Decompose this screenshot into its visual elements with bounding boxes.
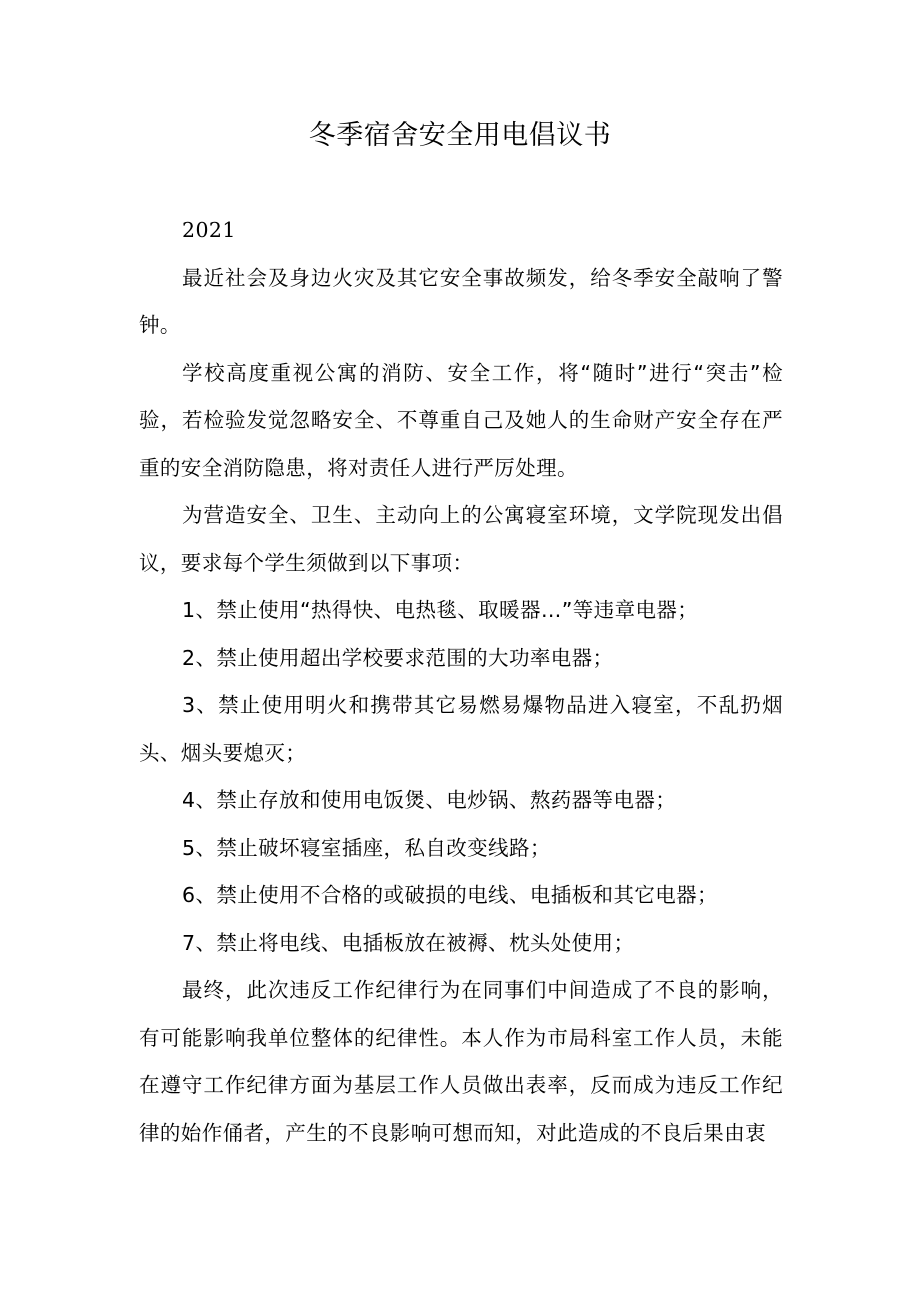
document-year: 2021 — [182, 218, 236, 242]
paragraph-intro: 最近社会及身边火灾及其它安全事故频发，给冬季安全敲响了警钟。 — [139, 265, 783, 337]
paragraph-closing: 最终，此次违反工作纪律行为在同事们中间造成了不良的影响，有可能影响我单位整体的纪律性。本人作为市局科室工作人员，未能在遵守工作纪律方面为基层工作人员做出表率，反而成为违反工作纪律的始作俑者，产生的不良影响可想而知，对此造成的不良后果由衷 — [139, 978, 783, 1145]
list-item-6: 6、禁止使用不合格的或破损的电线、电插板和其它电器； — [182, 883, 718, 907]
document-body — [139, 207, 783, 1157]
list-item-2: 2、禁止使用超出学校要求范围的大功率电器； — [182, 645, 614, 670]
list-item-5: 5、禁止破坏寝室插座，私自改变线路； — [182, 835, 551, 860]
list-item-7: 7、禁止将电线、电插板放在被褥、枕头处使用； — [182, 930, 635, 955]
document-title: 冬季宿舍安全用电倡议书 — [308, 120, 612, 151]
paragraph-school-policy: 学校高度重视公寓的消防、安全工作，将“随时”进行“突击”检验，若检验发觉忽略安全、不尊重自己及她人的生命财产安全存在严重的安全消防隐患，将对责任人进行严厉处理。 — [139, 360, 783, 480]
list-item-4: 4、禁止存放和使用电饭煲、电炒锅、熬药器等电器； — [182, 788, 677, 812]
list-item-1: 1、禁止使用“热得快、电热毯、取暖器…”等违章电器； — [182, 598, 699, 622]
list-item-3: 3、禁止使用明火和携带其它易燃易爆物品进入寝室，不乱扔烟头、烟头要熄灭； — [139, 693, 783, 765]
paragraph-initiative: 为营造安全、卫生、主动向上的公寓寝室环境，文学院现发出倡议，要求每个学生须做到以下事项： — [139, 503, 783, 575]
